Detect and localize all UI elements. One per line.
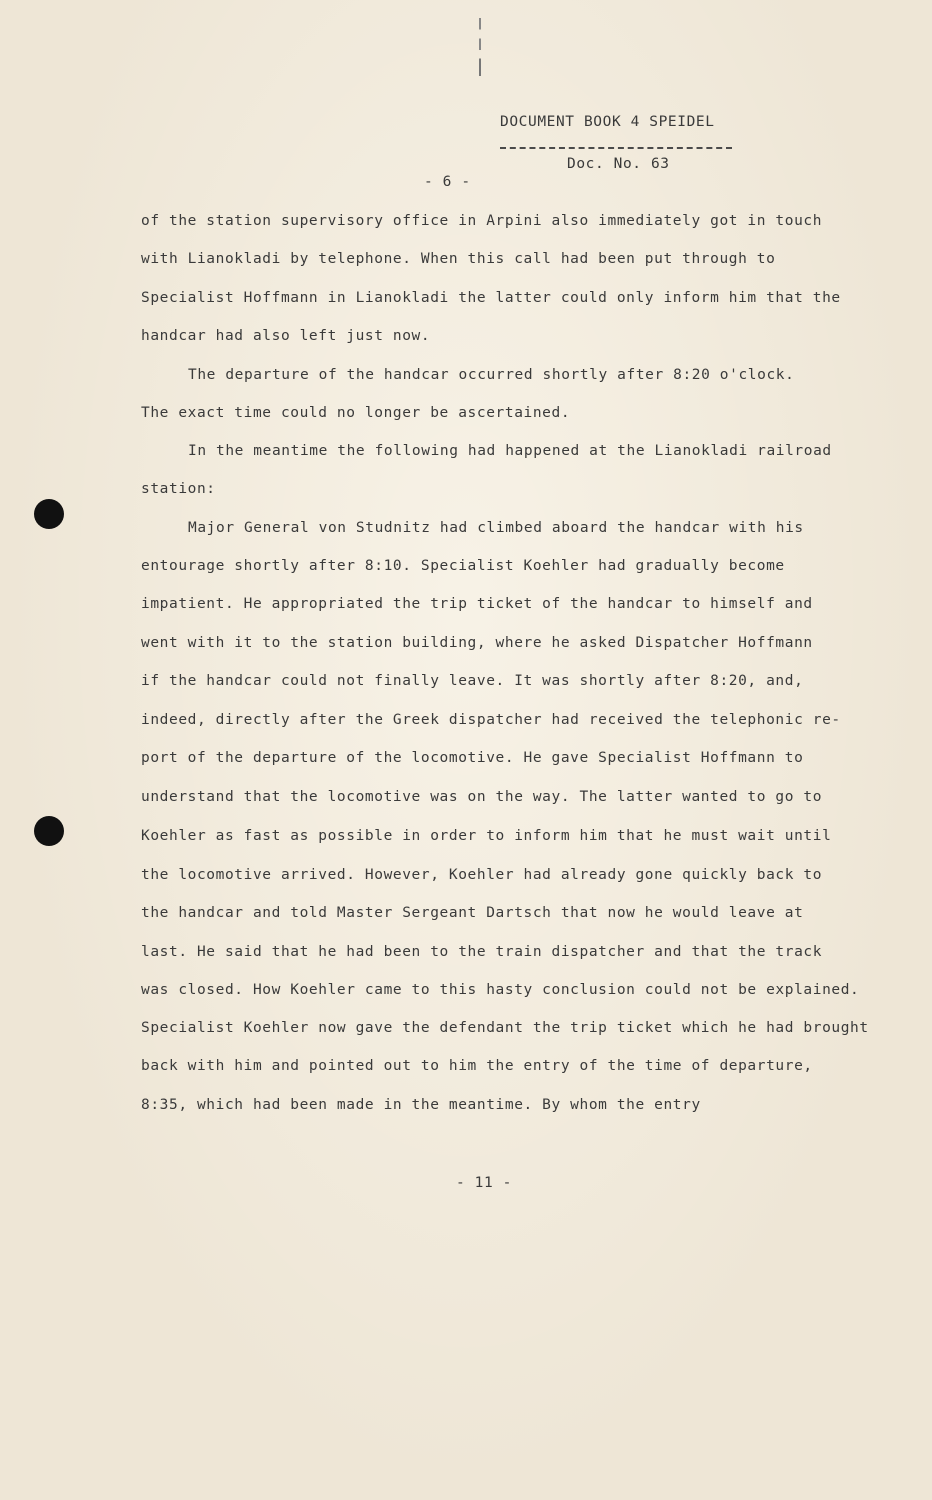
body-line: Major General von Studnitz had climbed aboard the handcar with his — [188, 520, 804, 536]
punch-hole — [34, 499, 64, 529]
body-line: went with it to the station building, where he asked Dispatcher Hoffmann — [141, 635, 813, 651]
body-line: was closed. How Koehler came to this hasty conclusion could not be explained. — [141, 982, 860, 998]
body-line: The exact time could no longer be ascertained. — [141, 405, 571, 421]
body-line: Specialist Hoffmann in Lianokladi the latter could only inform him that the — [141, 290, 841, 306]
page-number-top: - 6 - — [424, 174, 471, 190]
body-line: indeed, directly after the Greek dispatcher had received the telephonic re- — [141, 712, 841, 728]
body-line: last. He said that he had been to the train dispatcher and that the track — [141, 944, 823, 960]
body-line: with Lianokladi by telephone. When this call had been put through to — [141, 251, 776, 267]
punch-hole — [34, 816, 64, 846]
body-line: 8:35, which had been made in the meantime. By whom the entry — [141, 1097, 701, 1113]
document-number: Doc. No. 63 — [567, 156, 670, 172]
header-underline — [500, 147, 732, 149]
body-line: The departure of the handcar occurred shortly after 8:20 o'clock. — [188, 367, 795, 383]
body-line: station: — [141, 481, 216, 497]
body-line: entourage shortly after 8:10. Specialist Koehler had gradually become — [141, 558, 785, 574]
document-book-title: DOCUMENT BOOK 4 SPEIDEL — [500, 114, 715, 130]
body-line: Specialist Koehler now gave the defendant the trip ticket which he had brought — [141, 1020, 869, 1036]
top-margin-mark — [479, 18, 481, 76]
body-line: if the handcar could not finally leave. It was shortly after 8:20, and, — [141, 673, 804, 689]
body-line: Koehler as fast as possible in order to inform him that he must wait until — [141, 828, 832, 844]
body-line: the locomotive arrived. However, Koehler had already gone quickly back to — [141, 867, 823, 883]
body-line: impatient. He appropriated the trip ticket of the handcar to himself and — [141, 596, 813, 612]
body-line: the handcar and told Master Sergeant Dartsch that now he would leave at — [141, 905, 804, 921]
body-line: port of the departure of the locomotive. He gave Specialist Hoffmann to — [141, 750, 804, 766]
body-line: In the meantime the following had happened at the Lianokladi railroad — [188, 443, 832, 459]
body-line: understand that the locomotive was on the way. The latter wanted to go to — [141, 789, 823, 805]
body-line: of the station supervisory office in Arpini also immediately got in touch — [141, 213, 823, 229]
body-line: back with him and pointed out to him the entry of the time of departure, — [141, 1058, 813, 1074]
body-line: handcar had also left just now. — [141, 328, 431, 344]
page-number-footer: - 11 - — [456, 1175, 512, 1191]
